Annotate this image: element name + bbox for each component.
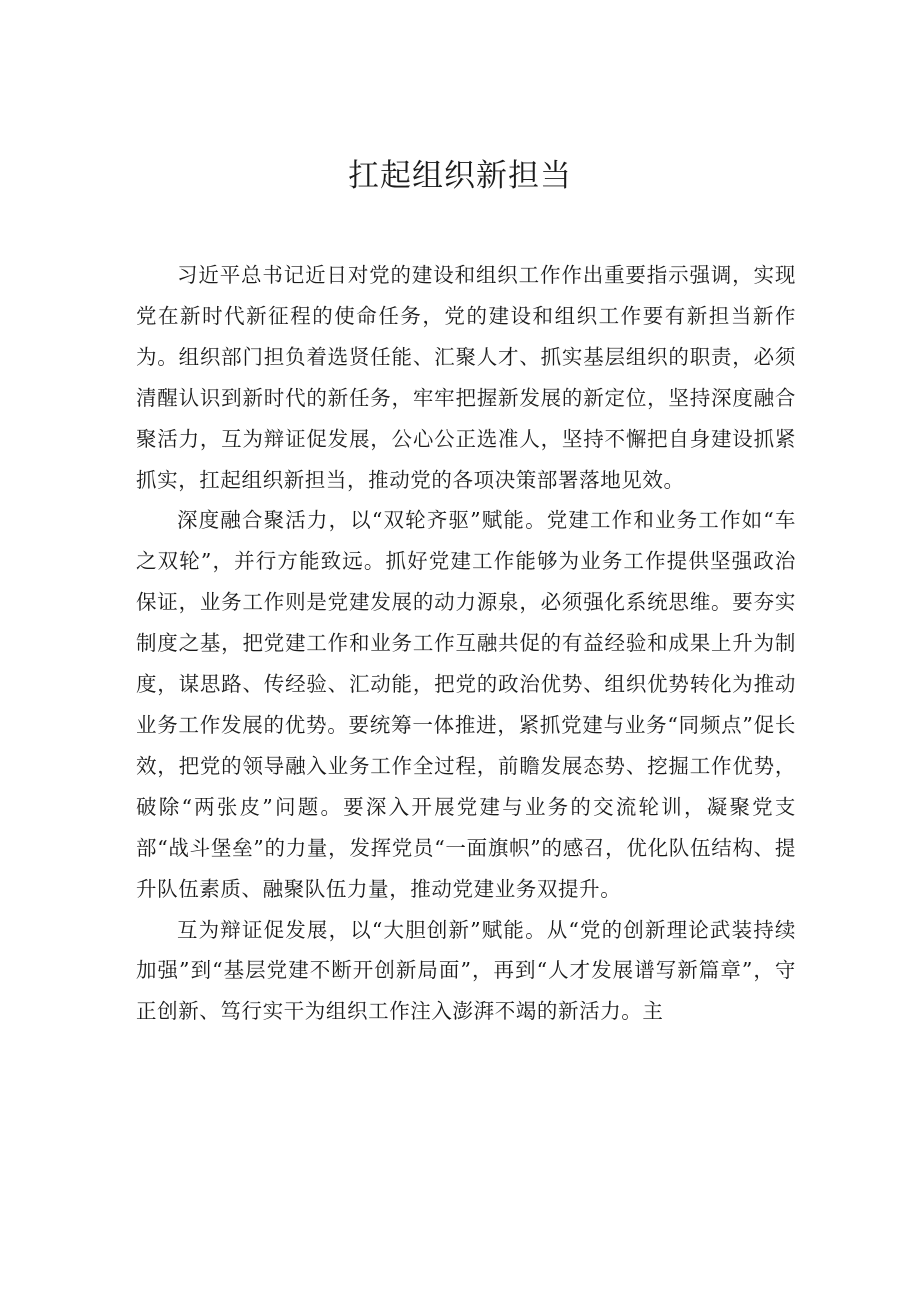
paragraph-2: 深度融合聚活力，以“双轮齐驱”赋能。党建工作和业务工作如“车之双轮”，并行方能致远。抓好党建工作能够为业务工作提供坚强政治保证，业务工作则是党建发展的动力源泉，必须强化系统思维。要夯实制度之基，把党建工作和业务工作互融共促的有益经验和成果上升为制度，谋思路、传经验、汇动能，把党的政治优势、组织优势转化为推动业务工作发展的优势。要统筹一体推进，紧抓党建与业务“同频点”促长效，把党的领导融入业务工作全过程，前瞻发展态势、挖掘工作优势，破除“两张皮”问题。要深入开展党建与业务的交流轮训，凝聚党支部“战斗堡垒”的力量，发挥党员“一面旗帜”的感召，优化队伍结构、提升队伍素质、融聚队伍力量，推动党建业务双提升。	[136, 508, 796, 901]
document-body	[136, 255, 796, 1032]
paragraph-3: 互为辩证促发展，以“大胆创新”赋能。从“党的创新理论武装持续加强”到“基层党建不断开创新局面”，再到“人才发展谱写新篇章”，守正创新、笃行实干为组织工作注入澎湃不竭的新活力。主	[136, 917, 796, 1024]
document-title: 扛起组织新担当	[348, 158, 572, 194]
paragraph-1: 习近平总书记近日对党的建设和组织工作作出重要指示强调，实现党在新时代新征程的使命任务，党的建设和组织工作要有新担当新作为。组织部门担负着选贤任能、汇聚人才、抓实基层组织的职责，必须清醒认识到新时代的新任务，牢牢把握新发展的新定位，坚持深度融合聚活力，互为辩证促发展，公心公正选准人，坚持不懈把自身建设抓紧抓实，扛起组织新担当，推动党的各项决策部署落地见效。	[136, 263, 796, 492]
